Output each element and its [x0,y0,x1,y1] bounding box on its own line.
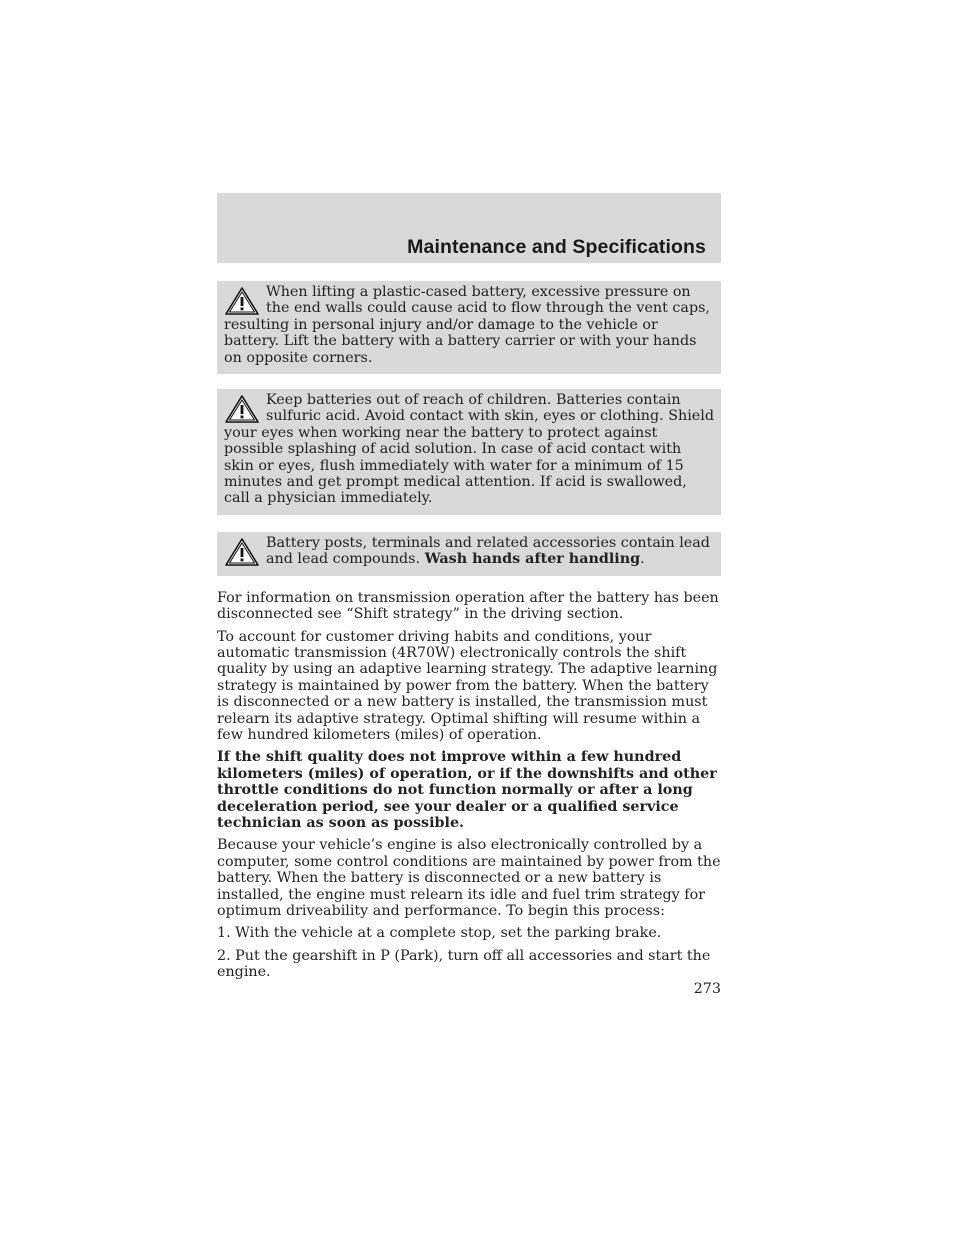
warning-box-lead [217,532,721,576]
warning-text-plain: Battery posts, terminals and related accessories contain lead and lead compounds. [266,534,710,568]
paragraph-transmission-info: For information on transmission operation after the battery has been disconnected see “Shift strategy” in the driving section. [217,589,719,623]
warning-text-emphasis: Wash hands after handling [424,551,641,568]
warning-triangle-icon [224,394,260,424]
warning-box-lifting [217,281,721,374]
section-title: Maintenance and Specifications [407,236,706,258]
warning-text [224,535,714,568]
warning-box-children [217,389,721,515]
paragraph-adaptive-learning: To account for customer driving habits and conditions, your automatic transmission (4R70W) electronically controls the shift quality by using an adaptive learning strategy. The adaptive learning strategy is maintained by power from the battery. When the battery is disconnected or a new battery is installed, the transmission must relearn its adaptive strategy. Optimal shifting will resume within a few hundred kilometers (miles) of operation. [217,628,718,743]
warning-triangle-icon [224,537,260,567]
page-number: 273 [693,981,721,997]
step-2: 2. Put the gearshift in P (Park), turn off all accessories and start the engine. [217,947,711,981]
paragraph-engine-relearn: Because your vehicle’s engine is also electronically controlled by a computer, some control conditions are maintained by power from the battery. When the battery is disconnected or a new battery is installed, the engine must relearn its idle and fuel trim strategy for optimum driveability and performance. To begin this process: [217,837,721,919]
warning-text-end: . [640,551,645,568]
manual-page [217,193,721,981]
section-header [217,193,721,263]
warning-text: When lifting a plastic-cased battery, excessive pressure on the end walls could cause acid to flow through the vent caps, resulting in personal injury and/or damage to the vehicle or battery. Lift the battery with a battery carrier or with your hands on opposite corners. [224,284,710,366]
step-1: 1. With the vehicle at a complete stop, set the parking brake. [217,925,662,942]
paragraph-shift-quality-warning: If the shift quality does not improve within a few hundred kilometers (miles) of operation, or if the downshifts and other throttle conditions do not function normally or after a long deceleration period, see your dealer or a qualified service technician as soon as possible. [217,749,717,831]
warning-text: Keep batteries out of reach of children. Batteries contain sulfuric acid. Avoid contact with skin, eyes or clothing. Shield your eyes when working near the battery to protect against possible splashing of acid solution. In case of acid contact with skin or eyes, flush immediately with water for a minimum of 15 minutes and get prompt medical attention. If acid is swallowed, call a physician immediately. [224,392,714,507]
warning-triangle-icon [224,286,260,316]
